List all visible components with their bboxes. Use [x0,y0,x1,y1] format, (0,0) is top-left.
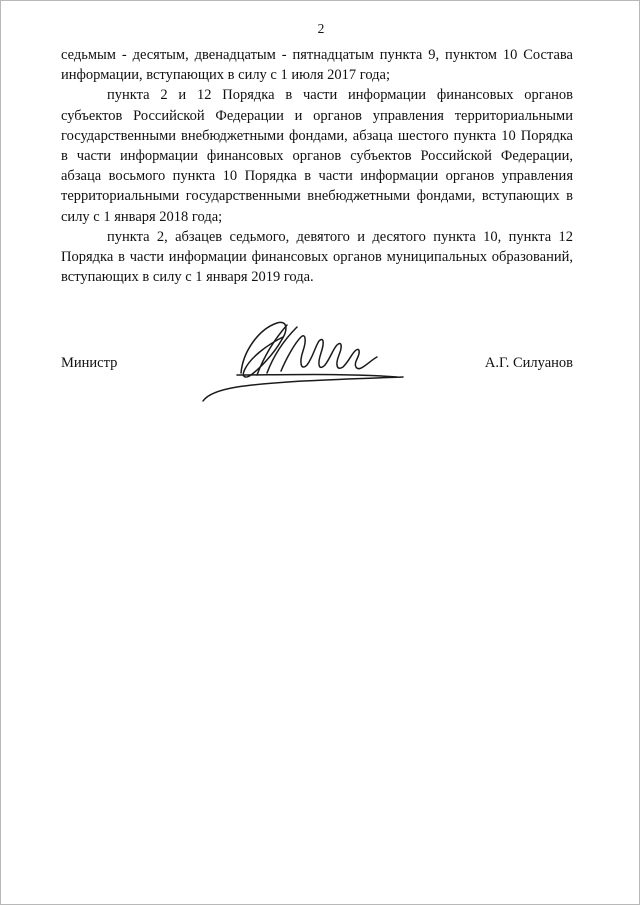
paragraph-1: седьмым - десятым, двенадцатым - пятнадцатым пункта 9, пунктом 10 Состава информации, вступающих в силу с 1 июля 2017 года; [61,47,573,84]
body-text [61,45,573,287]
signatory-role: Министр [61,355,118,371]
page-number: 2 [317,21,325,36]
signatory-name: А.Г. Силуанов [484,355,573,371]
paragraph-3: пункта 2, абзацев седьмого, девятого и десятого пункта 10, пункта 12 Порядка в части информации финансовых органов муниципальных образований, вступающих в силу с 1 января 2019 года. [61,228,573,286]
paragraph-2: пункта 2 и 12 Порядка в части информации финансовых органов субъектов Российской Федерации и органов управления территориальными государственными внебюджетными фондами, абзаца шестого пункта 10 Порядка в части информации финансовых органов субъектов Российской Федерации, абзаца восьмого пункта 10 Порядка в части информации органов управления территориальными государственными внебюджетными фондами, вступающих в силу с 1 января 2018 года; [61,87,573,225]
signature-block [61,355,573,377]
